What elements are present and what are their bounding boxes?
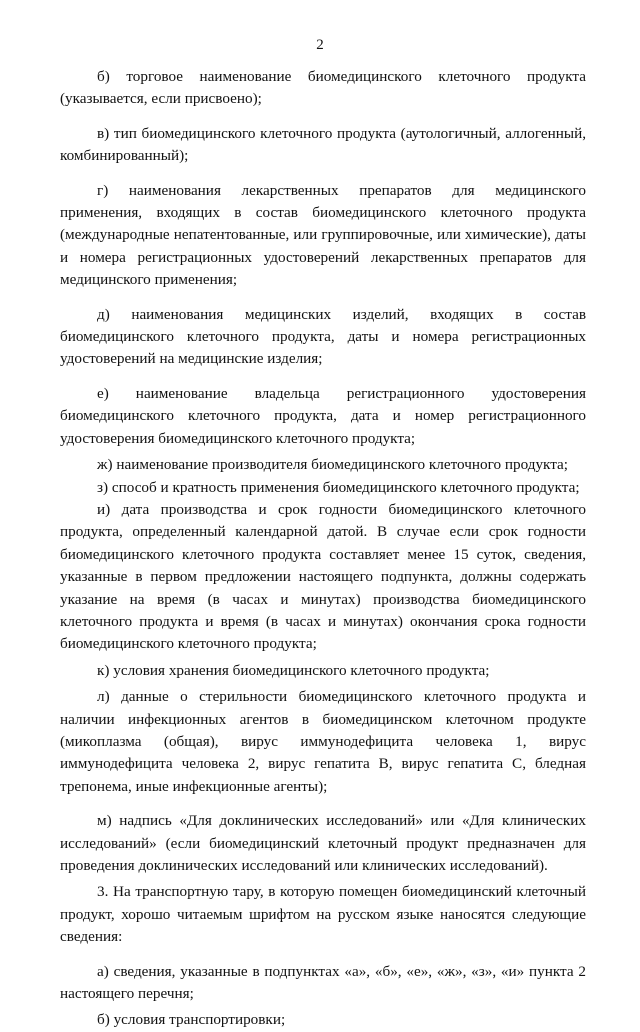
item-k-storage: к) условия хранения биомедицинского клеточного продукта; [97,661,490,679]
item-b-trade-name: б) торговое наименование биомедицинского клеточного продукта (указывается, если присвоено); [60,68,586,108]
document-body [60,66,586,1032]
section-3-transport: 3. На транспортную тару, в которую помещен биомедицинский клеточный продукт, хорошо читаемым шрифтом на русском языке наносятся следующие сведения: [60,883,586,946]
item-d-medical-devices: д) наименования медицинских изделий, входящих в состав биомедицинского клеточного продукта, даты и номера регистрационных удостоверений на медицинские изделия; [60,305,586,368]
item-i-production-date: и) дата производства и срок годности биомедицинского клеточного продукта, определенный календарной датой. В случае если срок годности биомедицинского клеточного продукта составляет менее 15 суток, сведения, указанные в первом предложении настоящего подпункта, должны содержать указание на время (в часах и минутах) производства биомедицинского клеточного продукта и время (в часах и минутах) окончания срока годности биомедицинского клеточного продукта; [60,500,586,653]
item-zh-manufacturer: ж) наименование производителя биомедицинского клеточного продукта; [97,456,569,474]
item-g-medicines: г) наименования лекарственных препаратов для медицинского применения, входящих в состав биомедицинского клеточного продукта (международные непатентованные, или группировочные, или химические), даты и номера регистрационных удостоверений лекарственных препаратов для медицинского применения; [60,181,586,289]
item-m-label: м) надпись «Для доклинических исследований» или «Для клинических исследований» (если биомедицинский клеточный продукт предназначен для проведения доклинических исследований или клинических исследований). [60,812,586,874]
item-a-info: а) сведения, указанные в подпунктах «а», «б», «е», «ж», «з», «и» пункта 2 настоящего перечня; [60,962,586,1003]
item-b-transport-conditions: б) условия транспортировки; [97,1011,286,1029]
item-l-sterility: л) данные о стерильности биомедицинского клеточного продукта и наличии инфекционных агентов в биомедицинском клеточном продукте (микоплазма (общая), вирус иммунодефицита человека 1, вирус иммунодефицита человека 2, вирус гепатита B, вирус гепатита C, бледная трепонема, иные инфекционные агенты); [60,688,586,795]
item-v-product-type: в) тип биомедицинского клеточного продукта (аутологичный, аллогенный, комбинированный); [60,124,586,165]
page-number: 2 [316,37,324,53]
item-e-certificate-holder: е) наименование владельца регистрационного удостоверения биомедицинского клеточного продукта, дата и номер регистрационного удостоверения биомедицинского клеточного продукта; [60,384,586,447]
item-z-administration: з) способ и кратность применения биомедицинского клеточного продукта; [97,478,580,496]
